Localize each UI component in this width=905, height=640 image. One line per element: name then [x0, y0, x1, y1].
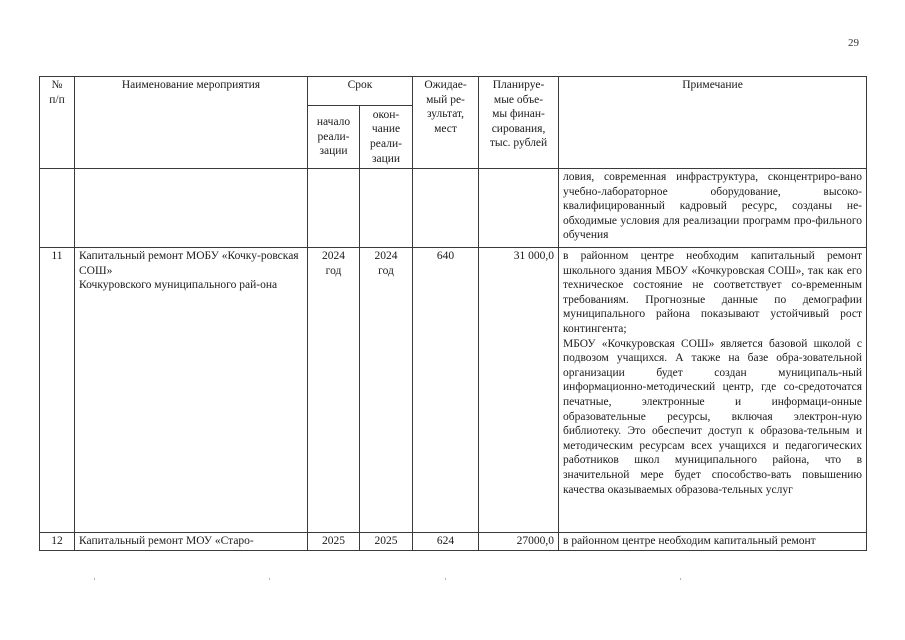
table-row [40, 248, 867, 533]
header-start: начало реали- зации [308, 106, 360, 169]
header-funding: Планируе- мые объе- мы финан- сирования, тыс. рублей [479, 77, 559, 169]
row-result [413, 169, 479, 248]
row-start [308, 169, 360, 248]
header-end: окон- чание реали- зации [360, 106, 413, 169]
row-end [360, 169, 413, 248]
row-note: ловия, современная инфраструктура, сконцентриро-вано учебно-лабораторное оборудование, высоко-квалифицированный кадровый ресурс, созданы не-обходимые условия для реализации программ про-фильного обучения [559, 169, 867, 248]
row-num: 11 [40, 248, 75, 533]
row-name: Капитальный ремонт МОУ «Старо- [75, 533, 308, 551]
row-note: в районном центре необходим капитальный ремонт школьного здания МБОУ «Кочкуровская СОШ», так как его техническое состояние не соответствует со-временным требованиям. Прогнозные данные по демографии муниципального района показывают устойчивый рост контингента; МБОУ «Кочкуровская СОШ» является базовой школой с подвозом учащихся. А также на базе обра-зовательной организации будет создан муниципаль-ный информационно-методический центр, где со-средоточатся печатные, электронные и информаци-онные образовательные ресурсы, включая электрон-ную библиотеку. Это обеспечит доступ к образова-тельным и методическим ресурсам всех учащихся и педагогических работников школ муниципального района, что в значительной мере будет способство-вать повышению качества оказываемых образова-тельных услуг [559, 248, 867, 533]
row-name [75, 169, 308, 248]
row-name: Капитальный ремонт МОБУ «Кочку-ровская СОШ» Кочкуровского муниципального рай-она [75, 248, 308, 533]
measures-table [39, 76, 867, 551]
row-end: 2025 [360, 533, 413, 551]
table-row [40, 169, 867, 248]
header-result: Ожидае- мый ре- зультат, мест [413, 77, 479, 169]
header-num: № п/п [40, 77, 75, 169]
table-row [40, 533, 867, 551]
row-start: 2025 [308, 533, 360, 551]
row-funding: 27000,0 [479, 533, 559, 551]
row-num [40, 169, 75, 248]
page-number: 29 [848, 37, 859, 49]
row-start: 2024 год [308, 248, 360, 533]
header-note: Примечание [559, 77, 867, 169]
row-result: 640 [413, 248, 479, 533]
header-name: Наименование мероприятия [75, 77, 308, 169]
header-row-1 [40, 77, 867, 106]
row-num: 12 [40, 533, 75, 551]
row-end: 2024 год [360, 248, 413, 533]
header-term: Срок [308, 77, 413, 106]
row-note: в районном центре необходим капитальный ремонт [559, 533, 867, 551]
row-result: 624 [413, 533, 479, 551]
row-funding [479, 169, 559, 248]
row-funding: 31 000,0 [479, 248, 559, 533]
